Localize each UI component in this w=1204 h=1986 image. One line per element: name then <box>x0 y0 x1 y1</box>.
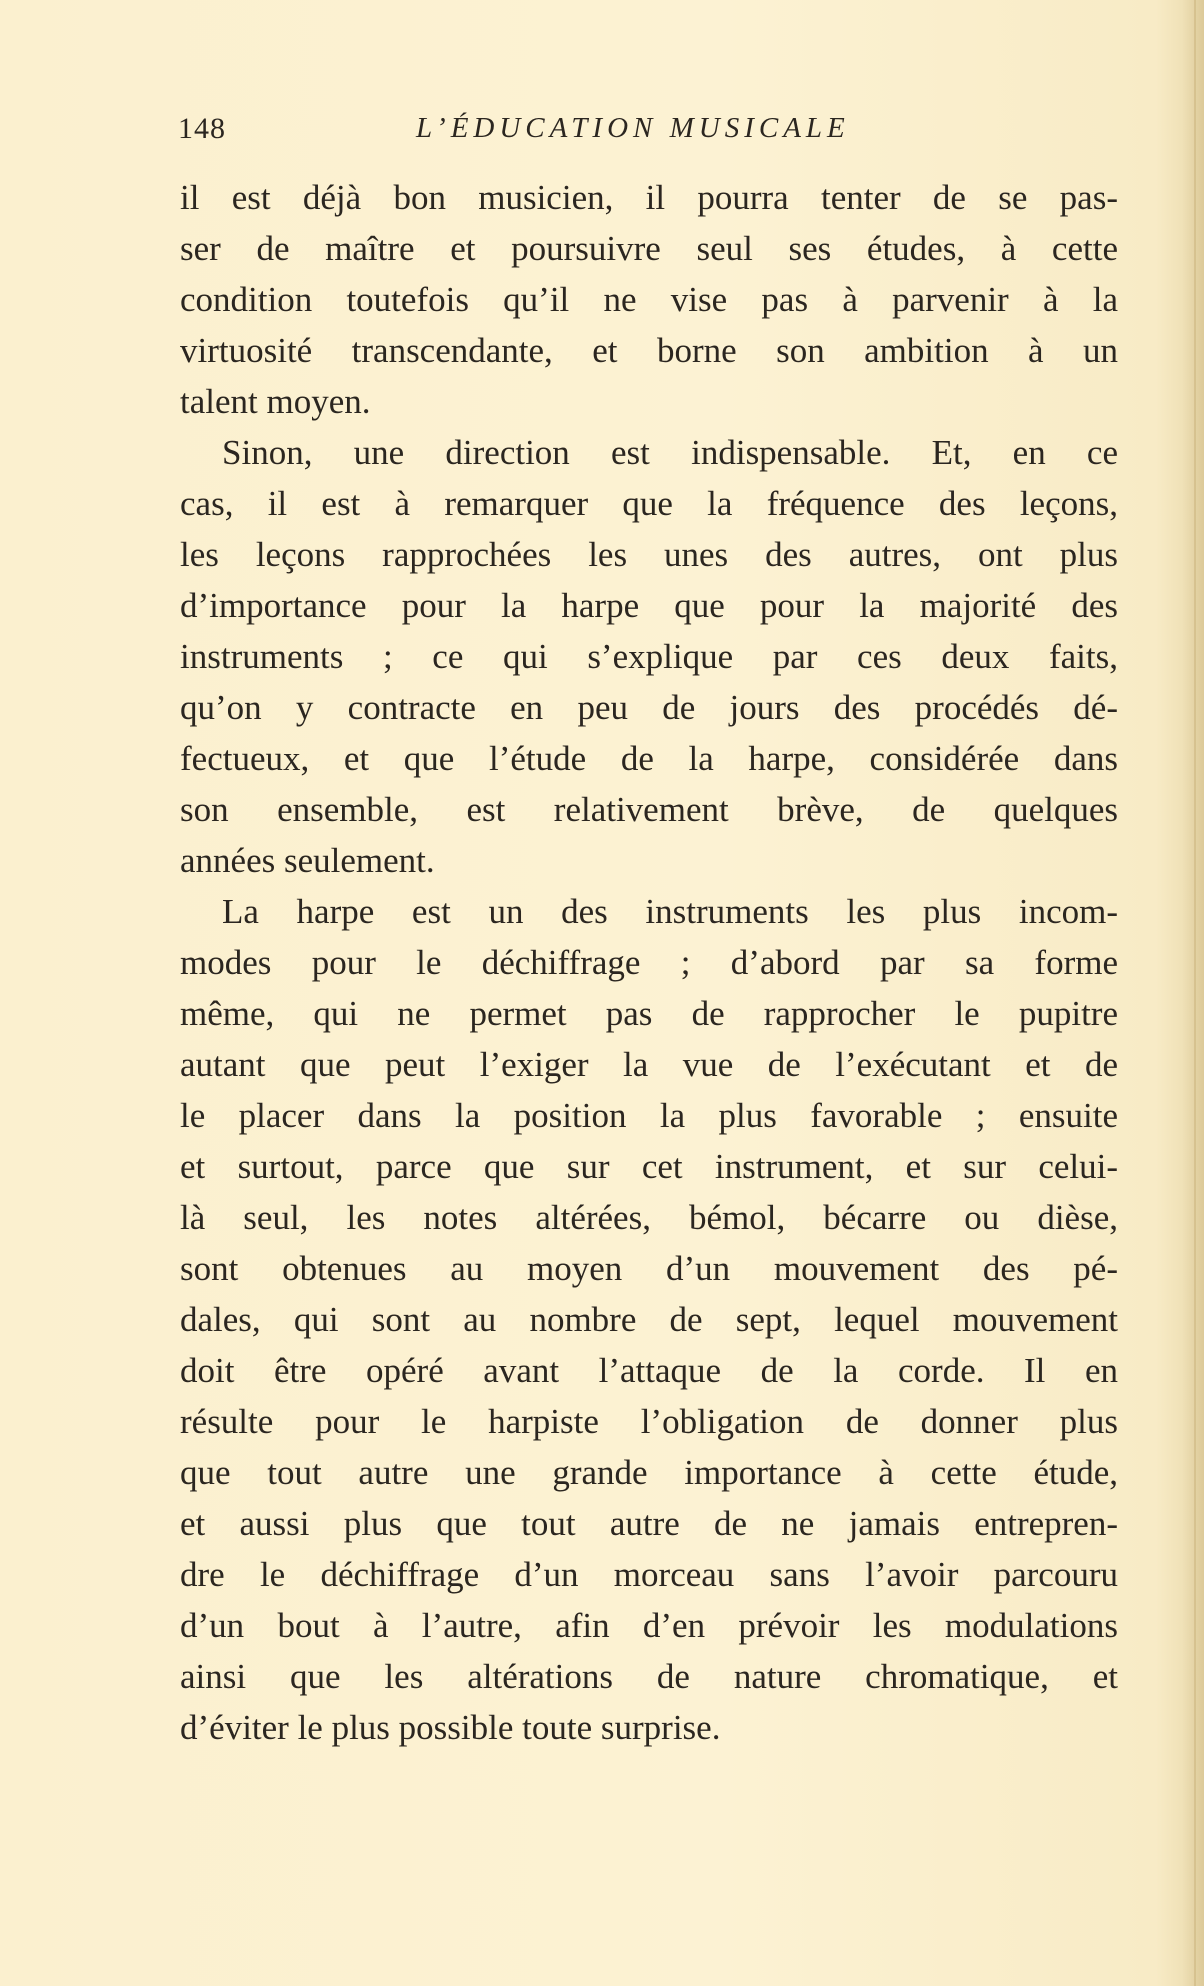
text-line: modes pour le déchiffrage ; d’abord par sa forme <box>180 943 1118 982</box>
text-line: et surtout, parce que sur cet instrument, et sur celui- <box>180 1147 1118 1186</box>
text-line: virtuosité transcendante, et borne son ambition à un <box>180 331 1118 370</box>
text-line: même, qui ne permet pas de rapprocher le pupitre <box>180 994 1118 1033</box>
text-line: d’éviter le plus possible toute surprise. <box>180 1708 721 1747</box>
text-line: ainsi que les altérations de nature chromatique, et <box>180 1657 1118 1696</box>
text-line: années seulement. <box>180 841 435 880</box>
text-line: qu’on y contracte en peu de jours des procédés dé- <box>180 688 1118 727</box>
text-line: condition toutefois qu’il ne vise pas à parvenir à la <box>180 280 1118 319</box>
text-line: il est déjà bon musicien, il pourra tenter de se pas- <box>180 178 1118 217</box>
text-line: instruments ; ce qui s’explique par ces deux faits, <box>180 637 1118 676</box>
page-edge-shadow <box>1182 0 1204 1986</box>
text-line: dre le déchiffrage d’un morceau sans l’avoir parcouru <box>180 1555 1118 1594</box>
text-line: fectueux, et que l’étude de la harpe, considérée dans <box>180 739 1118 778</box>
text-line: les leçons rapprochées les unes des autres, ont plus <box>180 535 1118 574</box>
text-line: d’un bout à l’autre, afin d’en prévoir les modulations <box>180 1606 1118 1645</box>
text-line: La harpe est un des instruments les plus incom- <box>222 892 1118 931</box>
text-line: et aussi plus que tout autre de ne jamais entrepren- <box>180 1504 1118 1543</box>
text-line: doit être opéré avant l’attaque de la corde. Il en <box>180 1351 1118 1390</box>
text-line: le placer dans la position la plus favorable ; ensuite <box>180 1096 1118 1135</box>
text-line: d’importance pour la harpe que pour la majorité des <box>180 586 1118 625</box>
page-edge-line <box>1194 0 1196 1986</box>
running-title: L’ÉDUCATION MUSICALE <box>416 112 850 144</box>
text-line: autant que peut l’exiger la vue de l’exécutant et de <box>180 1045 1118 1084</box>
text-line: Sinon, une direction est indispensable. Et, en ce <box>222 433 1118 472</box>
text-line: là seul, les notes altérées, bémol, bécarre ou dièse, <box>180 1198 1118 1237</box>
body-text <box>180 172 1118 1753</box>
page-number: 148 <box>178 112 226 145</box>
text-line: son ensemble, est relativement brève, de quelques <box>180 790 1118 829</box>
running-header <box>178 112 1118 152</box>
text-line: talent moyen. <box>180 382 371 421</box>
text-line: ser de maître et poursuivre seul ses études, à cette <box>180 229 1118 268</box>
text-line: résulte pour le harpiste l’obligation de donner plus <box>180 1402 1118 1441</box>
text-line: dales, qui sont au nombre de sept, lequel mouvement <box>180 1300 1118 1339</box>
text-line: cas, il est à remarquer que la fréquence des leçons, <box>180 484 1118 523</box>
text-line: que tout autre une grande importance à cette étude, <box>180 1453 1118 1492</box>
text-line: sont obtenues au moyen d’un mouvement des pé- <box>180 1249 1118 1288</box>
